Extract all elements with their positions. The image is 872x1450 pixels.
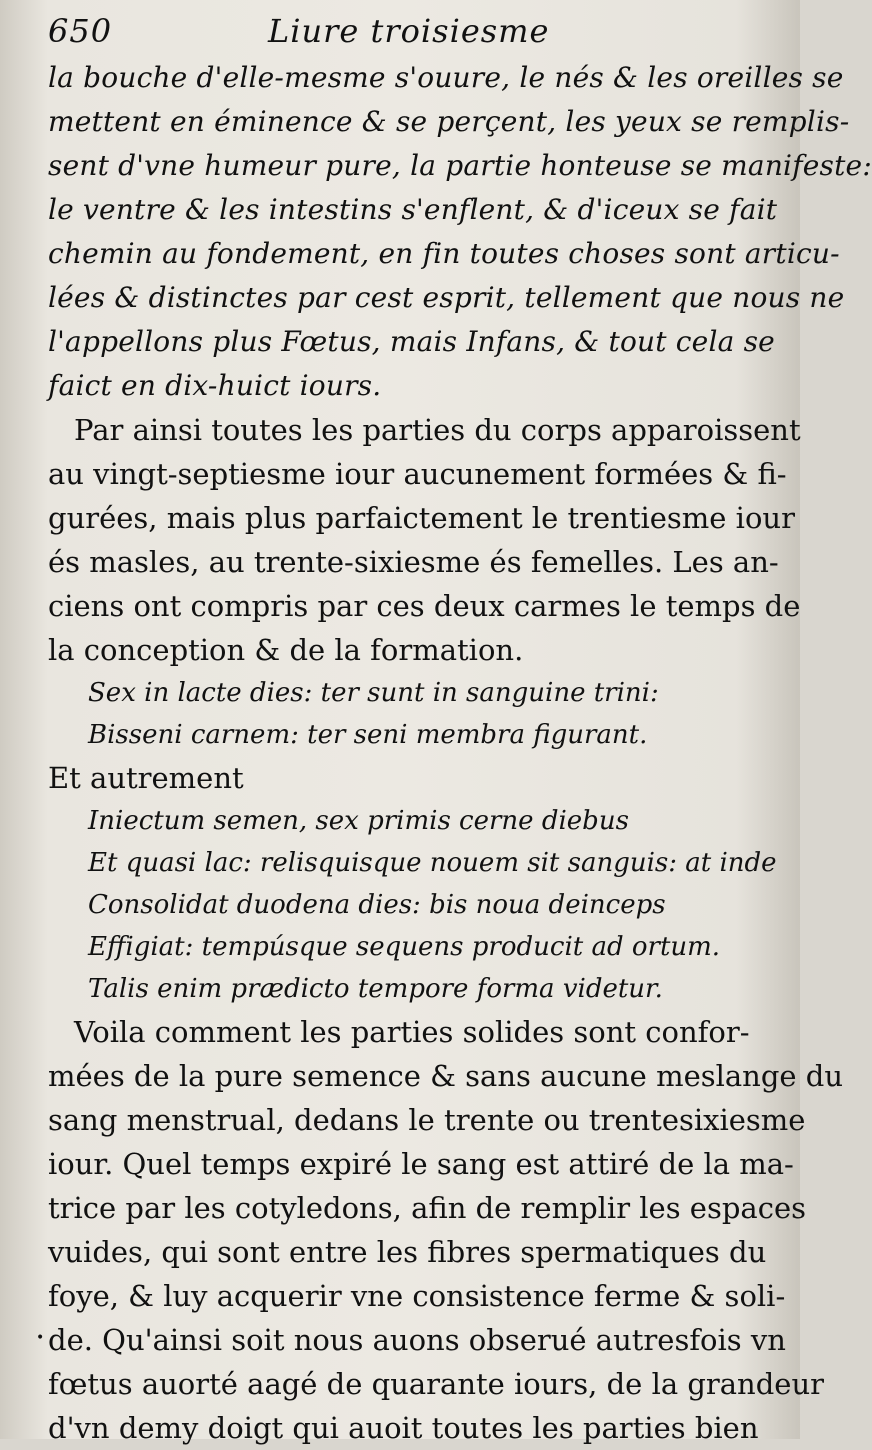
text-line: Voila comment les parties solides sont confor- bbox=[74, 1015, 750, 1049]
section-label: Et autrement bbox=[48, 761, 244, 795]
text-line: ciens ont compris par ces deux carmes le temps de bbox=[48, 589, 801, 623]
text-line: faict en dix-huict iours. bbox=[48, 369, 382, 402]
verse-line: Iniectum semen, sex primis cerne diebus bbox=[88, 806, 629, 836]
text-line: és masles, au trente-sixiesme és femelles. Les an- bbox=[48, 545, 779, 579]
text-line: la bouche d'elle-mesme s'ouure, le nés & les oreilles se bbox=[48, 61, 844, 94]
text-line: Par ainsi toutes les parties du corps apparoissent bbox=[74, 413, 801, 447]
text-line: iour. Quel temps expiré le sang est attiré de la ma- bbox=[48, 1147, 794, 1181]
verse-line: Effigiat: tempúsque sequens producit ad ortum. bbox=[88, 932, 721, 962]
page-number: 650 bbox=[48, 12, 113, 50]
text-line: foye, & luy acquerir vne consistence ferme & soli- bbox=[48, 1279, 786, 1313]
text-line: au vingt-septiesme iour aucunement formées & fi- bbox=[48, 457, 787, 491]
text-line: mées de la pure semence & sans aucune meslange du bbox=[48, 1059, 844, 1093]
text-line: mettent en éminence & se perçent, les yeux se remplis- bbox=[48, 105, 850, 138]
text-line: le ventre & les intestins s'enflent, & d'iceux se fait bbox=[48, 193, 778, 226]
text-line: sang menstrual, dedans le trente ou trentesixiesme bbox=[48, 1103, 806, 1137]
page-header bbox=[48, 10, 760, 50]
text-line: fœtus auorté aagé de quarante iours, de la grandeur bbox=[48, 1367, 825, 1401]
text-line: d'vn demy doigt qui auoit toutes les parties bien bbox=[48, 1411, 759, 1445]
text-line: sent d'vne humeur pure, la partie honteuse se manifeste: bbox=[48, 149, 872, 182]
text-line: l'appellons plus Fœtus, mais Infans, & tout cela se bbox=[48, 325, 775, 358]
text-line: trice par les cotyledons, afin de remplir les espaces bbox=[48, 1191, 806, 1225]
verse-line: Bisseni carnem: ter seni membra figurant. bbox=[88, 720, 648, 750]
verse-line: Et quasi lac: relisquisque nouem sit sanguis: at inde bbox=[88, 848, 777, 878]
text-line: de. Qu'ainsi soit nous auons obserué autresfois vn bbox=[48, 1323, 786, 1357]
text-line: la conception & de la formation. bbox=[48, 633, 524, 667]
text-line: lées & distinctes par cest esprit, tellement que nous ne bbox=[48, 281, 845, 314]
verse-line: Consolidat duodena dies: bis noua deinceps bbox=[88, 890, 666, 920]
verse-line: Sex in lacte dies: ter sunt in sanguine trini: bbox=[88, 678, 659, 708]
verse-line: Talis enim prædicto tempore forma videtur. bbox=[88, 974, 663, 1004]
text-line: gurées, mais plus parfaictement le trentiesme iour bbox=[48, 501, 795, 535]
body-text bbox=[48, 56, 872, 1450]
text-line: vuides, qui sont entre les fibres spermatiques du bbox=[48, 1235, 767, 1269]
ink-mark: • bbox=[36, 1330, 45, 1346]
running-title: Liure troisiesme bbox=[268, 12, 550, 50]
text-line: chemin au fondement, en fin toutes choses sont articu- bbox=[48, 237, 840, 270]
